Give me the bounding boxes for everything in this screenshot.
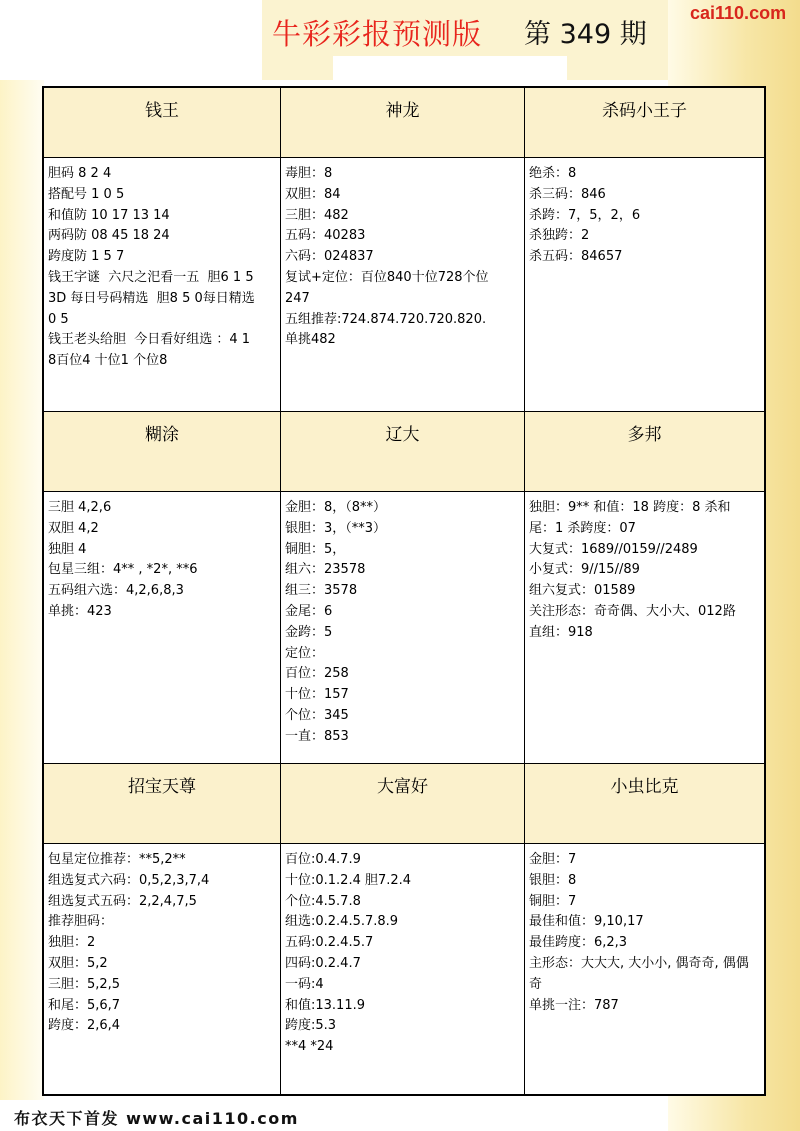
prediction-line: 组六复式：01589 [529, 583, 636, 599]
prediction-line: 和值防 10 17 13 14 [48, 207, 170, 223]
prediction-line: 关注形态：奇奇偶、大小大、012路 [529, 603, 736, 619]
prediction-line: 五码组六选：4,2,6,8,3 [48, 583, 184, 599]
prediction-line: 组选:0.2.4.5.7.8.9 [285, 914, 399, 930]
prediction-line: 搭配号 1 0 5 [48, 186, 125, 202]
prediction-line: 复试+定位：百位840十位728个位 [285, 269, 489, 285]
prediction-line: 毒胆：8 [285, 166, 333, 181]
page-title: 牛彩彩报预测版 [272, 17, 483, 51]
section-title: 小虫比克 [525, 764, 764, 844]
prediction-line: 银胆：8 [529, 872, 577, 888]
prediction-line: 杀五码：84657 [529, 249, 623, 265]
section-content [525, 158, 764, 412]
prediction-line: 一码:4 [285, 976, 324, 992]
prediction-line: 3D 每日号码精选 胆8 5 0每日精选 [48, 290, 255, 306]
prediction-line: **4 *24 [285, 1039, 334, 1055]
prediction-line: 奇 [529, 976, 543, 992]
prediction-line: 主形态：大大大, 大小小, 偶奇奇, 偶偶 [529, 955, 749, 971]
prediction-line: 单挑：423 [48, 603, 112, 619]
prediction-line: 跨度：2,6,4 [48, 1018, 121, 1034]
section-title: 招宝天尊 [44, 764, 281, 844]
prediction-line: 金尾：6 [285, 603, 333, 619]
section-title: 多邦 [525, 412, 764, 492]
site-logo: cai110.com [690, 3, 787, 23]
prediction-line: 最佳和值：9,10,17 [529, 914, 644, 930]
prediction-line: 247 [285, 290, 310, 306]
prediction-line: 胆码 8 2 4 [48, 166, 112, 181]
prediction-line: 大复式：1689//0159//2489 [529, 541, 698, 557]
prediction-line: 银胆：3，（**3） [285, 520, 387, 536]
prediction-line: 一直：853 [285, 728, 349, 744]
prediction-line: 杀跨：7，5，2，6 [529, 207, 641, 223]
header-subtitle-box [333, 56, 567, 80]
prediction-line: 双胆：5,2 [48, 955, 108, 971]
prediction-line: 独胆：2 [48, 935, 96, 951]
prediction-line: 和尾：5,6,7 [48, 997, 121, 1013]
prediction-line: 跨度防 1 5 7 [48, 249, 125, 265]
prediction-line: 四码:0.2.4.7 [285, 955, 361, 971]
prediction-line: 包星三组：4** , *2*, **6 [48, 562, 198, 578]
prediction-line: 个位：345 [285, 707, 349, 723]
prediction-line: 独胆：9** 和值：18 跨度：8 杀和 [529, 500, 731, 515]
prediction-line: 直组：918 [529, 624, 593, 640]
prediction-grid [42, 86, 766, 1096]
prediction-line: 8百位4 十位1 个位8 [48, 353, 168, 369]
prediction-line: 绝杀：8 [529, 166, 577, 181]
section-content [44, 492, 281, 764]
prediction-line: 铜胆：5， [285, 541, 346, 557]
prediction-line: 杀独跨：2 [529, 228, 590, 244]
section-content [525, 844, 764, 1094]
prediction-line: 百位：258 [285, 666, 349, 682]
prediction-line: 三胆：5,2,5 [48, 976, 121, 992]
prediction-line: 双胆：84 [285, 186, 341, 202]
prediction-line: 三胆：482 [285, 207, 349, 223]
prediction-line: 双胆 4,2 [48, 520, 99, 536]
prediction-line: 组三：3578 [285, 583, 358, 599]
prediction-line: 小复式：9//15//89 [529, 562, 640, 578]
prediction-line: 五组推荐:724.874.720.720.820. [285, 311, 487, 327]
prediction-line: 和值:13.11.9 [285, 997, 365, 1013]
section-title: 糊涂 [44, 412, 281, 492]
prediction-line: 钱王老头给胆 今日看好组选 ：4 1 [48, 332, 251, 348]
prediction-line: 百位:0.4.7.9 [285, 852, 361, 867]
prediction-line: 杀三码：846 [529, 186, 606, 202]
prediction-line: 组六：23578 [285, 562, 366, 578]
prediction-line: 钱王字谜 六尺之汜看一五 胆6 1 5 [48, 269, 254, 285]
issue-number: 第 349 期 [524, 19, 647, 50]
section-title: 辽大 [281, 412, 525, 492]
prediction-line: 推荐胆码： [48, 914, 114, 930]
prediction-line: 金跨：5 [285, 624, 333, 640]
prediction-line: 五码:0.2.4.5.7 [285, 935, 374, 951]
section-content [281, 844, 525, 1094]
prediction-line: 个位:4.5.7.8 [285, 893, 361, 909]
prediction-line: 两码防 08 45 18 24 [48, 228, 170, 244]
section-content [281, 492, 525, 764]
prediction-line: 组选复式六码：0,5,2,3,7,4 [48, 872, 210, 888]
prediction-line: 最佳跨度：6,2,3 [529, 935, 628, 951]
prediction-line: 独胆 4 [48, 541, 87, 557]
prediction-line: 铜胆：7 [529, 893, 577, 909]
prediction-line: 尾：1 杀跨度：07 [529, 520, 636, 536]
prediction-line: 五码：40283 [285, 228, 366, 244]
prediction-line: 跨度:5.3 [285, 1018, 337, 1034]
section-content [525, 492, 764, 764]
section-content [281, 158, 525, 412]
section-title: 大富好 [281, 764, 525, 844]
prediction-line: 0 5 [48, 311, 69, 327]
prediction-line: 单挑一注：787 [529, 997, 619, 1013]
prediction-line: 十位：157 [285, 687, 349, 703]
section-content [44, 158, 281, 412]
footer-credit: 布衣天下首发 www.cai110.com [14, 1109, 299, 1128]
prediction-line: 单挑482 [285, 332, 336, 348]
prediction-line: 金胆：8，（8**） [285, 500, 387, 515]
section-title: 杀码小王子 [525, 88, 764, 158]
section-title: 钱王 [44, 88, 281, 158]
left-decor-band [0, 80, 44, 1100]
prediction-line: 六码：024837 [285, 249, 374, 265]
prediction-line: 十位:0.1.2.4 胆7.2.4 [285, 872, 412, 888]
prediction-line: 金胆：7 [529, 852, 577, 867]
section-content [44, 844, 281, 1094]
prediction-line: 包星定位推荐：**5,2** [48, 852, 186, 867]
prediction-line: 组选复式五码：2,2,4,7,5 [48, 893, 197, 909]
prediction-line: 三胆 4,2,6 [48, 500, 112, 515]
prediction-line: 定位： [285, 645, 325, 661]
section-title: 神龙 [281, 88, 525, 158]
